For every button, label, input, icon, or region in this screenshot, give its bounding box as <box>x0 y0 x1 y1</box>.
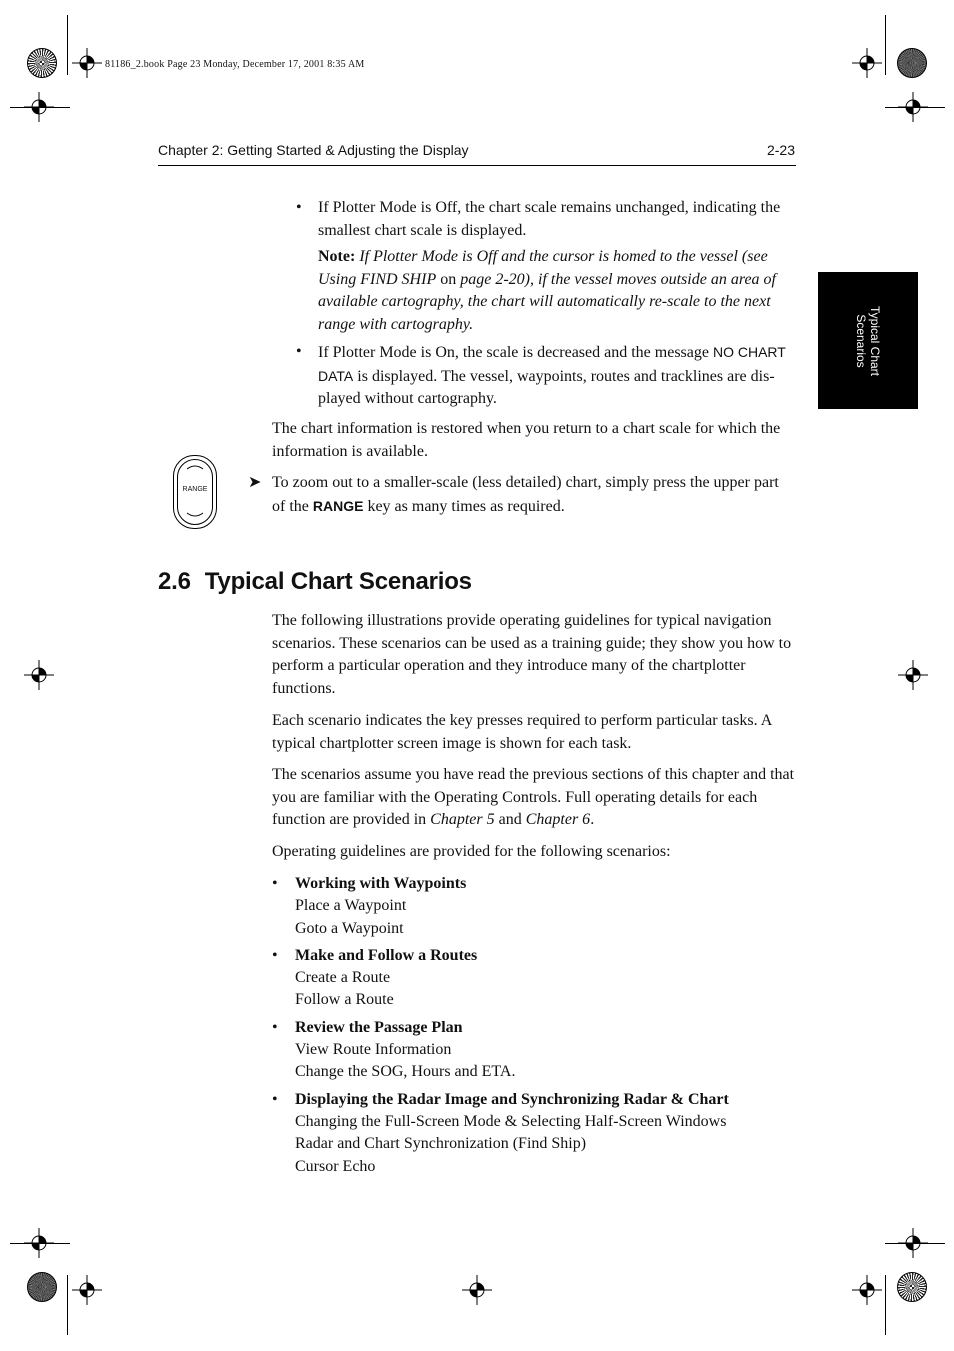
chapter-5-reference: Chapter 5 <box>430 811 495 828</box>
scenario-task: Cursor Echo <box>295 1157 376 1175</box>
registration-target-icon <box>898 92 928 122</box>
section-number: 2.6 <box>158 568 191 595</box>
side-tab-line1: Typical Chart <box>868 305 882 376</box>
running-head <box>158 142 795 158</box>
and-text: and <box>498 811 522 828</box>
note-label: Note: <box>318 248 356 265</box>
range-key-label: RANGE <box>182 486 208 493</box>
chapter-6-reference: Chapter 6 <box>525 811 591 828</box>
zoom-text-2: key as many times as required. <box>367 497 565 515</box>
page-number: 2-23 <box>766 142 795 158</box>
scenario-task: Radar and Chart Synchronization (Find Ship) <box>295 1135 587 1153</box>
scenario-task: Change the SOG, Hours and ETA. <box>295 1063 516 1081</box>
assumptions-paragraph <box>272 764 796 832</box>
no-chart-data-message: NO CHART DATA <box>318 344 786 384</box>
scenario-title: Make and Follow a Routes <box>295 946 478 964</box>
color-calibration-disc-icon <box>897 1272 927 1302</box>
bullet-plotter-off <box>296 197 796 242</box>
zoom-instruction <box>272 472 796 518</box>
intro-paragraph: The following illustrations provide operating guidelines for typical navigation scenarios. These scenarios can be used as a training guide; they show you how to perform a particular operation and they introduce many of the chartplotter functions. <box>272 612 792 697</box>
registration-target-icon <box>72 48 102 78</box>
range-key-illustration <box>173 455 217 529</box>
gray-calibration-disc-icon <box>897 48 927 78</box>
registration-target-icon <box>72 1275 102 1305</box>
list-item <box>272 1089 796 1178</box>
header-rule <box>158 165 796 166</box>
note-on: on <box>440 270 457 288</box>
bullet-plotter-on <box>296 341 796 411</box>
scenarios-intro: Operating guidelines are provided for the following scenarios: <box>272 843 671 860</box>
range-up-arc-icon <box>186 464 204 470</box>
plotter-on-text-2: is displayed. The vessel, waypoints, routes and tracklines are dis-played without cartography. <box>318 367 775 407</box>
registration-target-icon <box>462 1275 492 1305</box>
chapter-title: Chapter 2: Getting Started & Adjusting the Display <box>158 142 469 158</box>
registration-target-icon <box>898 1228 928 1258</box>
registration-target-icon <box>852 48 882 78</box>
scenario-task: View Route Information <box>295 1041 452 1059</box>
assumptions-text: The scenarios assume you have read the previous sections of this chapter and that you are familiar with the Operating Controls. Full operating details for each function are provided in <box>272 766 795 828</box>
plotter-off-text: If Plotter Mode is Off, the chart scale remains unchanged, indicating the smallest chart scale is displayed. <box>318 199 781 239</box>
restored-paragraph: The chart information is restored when you return to a chart scale for which the information is available. <box>272 420 781 460</box>
list-item <box>272 873 796 940</box>
scenario-title: Displaying the Radar Image and Synchronizing Radar & Chart <box>295 1090 729 1108</box>
bullet-marker: • <box>272 1090 278 1108</box>
scenario-task: Create a Route <box>295 969 391 987</box>
list-item <box>272 1017 796 1084</box>
scenario-task: Place a Waypoint <box>295 897 407 915</box>
bullet-marker: • <box>296 343 302 360</box>
registration-target-icon <box>24 660 54 690</box>
bullet-marker: • <box>272 1018 278 1036</box>
book-info: 81186_2.book Page 23 Monday, December 17, 2001 8:35 AM <box>105 59 365 70</box>
registration-target-icon <box>852 1275 882 1305</box>
scenario-task: Goto a Waypoint <box>295 919 404 937</box>
scenario-task: Changing the Full-Screen Mode & Selecting Half-Screen Windows <box>295 1112 727 1130</box>
plotter-on-text <box>318 341 796 411</box>
range-down-arc-icon <box>186 512 204 518</box>
registration-target-icon <box>898 660 928 690</box>
note <box>318 246 796 336</box>
note-text-1: If Plotter Mode is Off and the cursor is homed to the vessel (see Using FIND SHIP <box>318 248 768 288</box>
section-title: Typical Chart Scenarios <box>204 568 472 595</box>
list-item <box>272 945 796 1012</box>
scenario-list <box>272 873 796 1183</box>
color-calibration-disc-icon <box>27 48 57 78</box>
bullet-marker: • <box>296 199 302 216</box>
plotter-on-text-1: If Plotter Mode is On, the scale is decreased and the message <box>318 344 709 361</box>
registration-target-icon <box>24 1228 54 1258</box>
side-tab <box>818 272 918 409</box>
instruction-arrow-icon: ➤ <box>248 474 262 491</box>
scenario-title: Working with Waypoints <box>295 875 467 892</box>
range-key-name: RANGE <box>312 497 364 514</box>
zoom-text-1: To zoom out to a smaller-scale (less detailed) chart, simply press the upper part of the <box>272 474 779 515</box>
key-press-paragraph: Each scenario indicates the key presses required to perform particular tasks. A typical chartplotter screen image is shown for each task. <box>272 712 772 752</box>
scenario-task: Follow a Route <box>295 991 394 1009</box>
note-text-2: page 2-20), if the vessel moves outside an area of available cartography, the chart will automatically re-scale to the next range with cartography. <box>318 270 776 333</box>
scenario-title: Review the Passage Plan <box>295 1018 463 1036</box>
side-tab-line2: Scenarios <box>854 313 868 368</box>
section-heading <box>158 568 472 596</box>
period: . <box>590 811 595 828</box>
registration-target-icon <box>24 92 54 122</box>
bullet-marker: • <box>272 875 278 892</box>
bullet-marker: • <box>272 946 278 964</box>
gray-calibration-disc-icon <box>27 1272 57 1302</box>
